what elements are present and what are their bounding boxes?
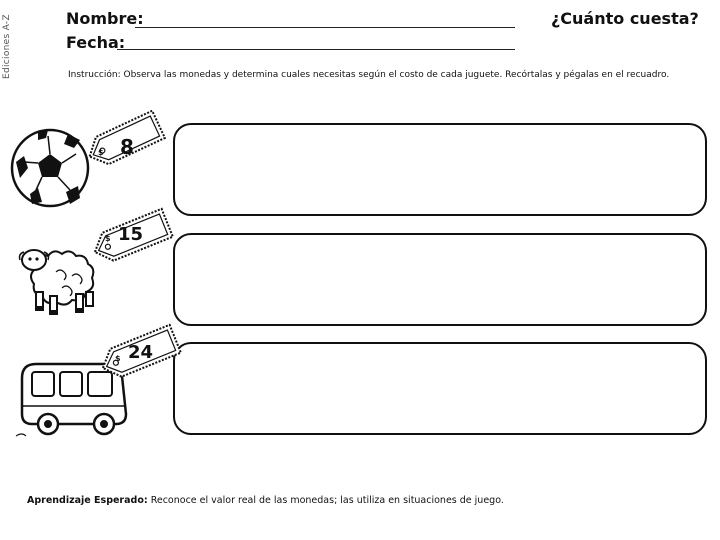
price-tag-bus: [94, 318, 186, 388]
price-tag-ball: [80, 105, 170, 175]
learning-goal-text: Reconoce el valor real de las monedas; las utiliza en situaciones de juego.: [147, 495, 504, 506]
name-line[interactable]: [135, 27, 515, 28]
date-label: Fecha:: [66, 33, 126, 52]
date-line[interactable]: [117, 49, 515, 50]
answer-box-bus[interactable]: [173, 342, 707, 435]
answer-box-ball[interactable]: [173, 123, 707, 216]
answer-box-sheep[interactable]: [173, 233, 707, 326]
learning-goal: [27, 495, 504, 506]
publisher-brand: Ediciones A-Z: [2, 14, 12, 80]
page-title: ¿Cuánto cuesta?: [551, 9, 699, 28]
currency-ball: $: [98, 148, 104, 157]
instruction-text: Instrucción: Observa las monedas y determina cuales necesitas según el costo de cada juguete. Recórtalas y pégalas en el recuadro.: [68, 70, 670, 80]
currency-bus: $: [115, 354, 121, 363]
learning-goal-label: Aprendizaje Esperado:: [27, 495, 148, 506]
price-tag-sheep: [86, 202, 178, 272]
name-label: Nombre:: [66, 9, 144, 28]
price-ball: 8: [120, 135, 134, 159]
price-sheep: 15: [118, 224, 144, 245]
currency-sheep: $: [105, 234, 111, 243]
price-bus: 24: [128, 342, 154, 363]
